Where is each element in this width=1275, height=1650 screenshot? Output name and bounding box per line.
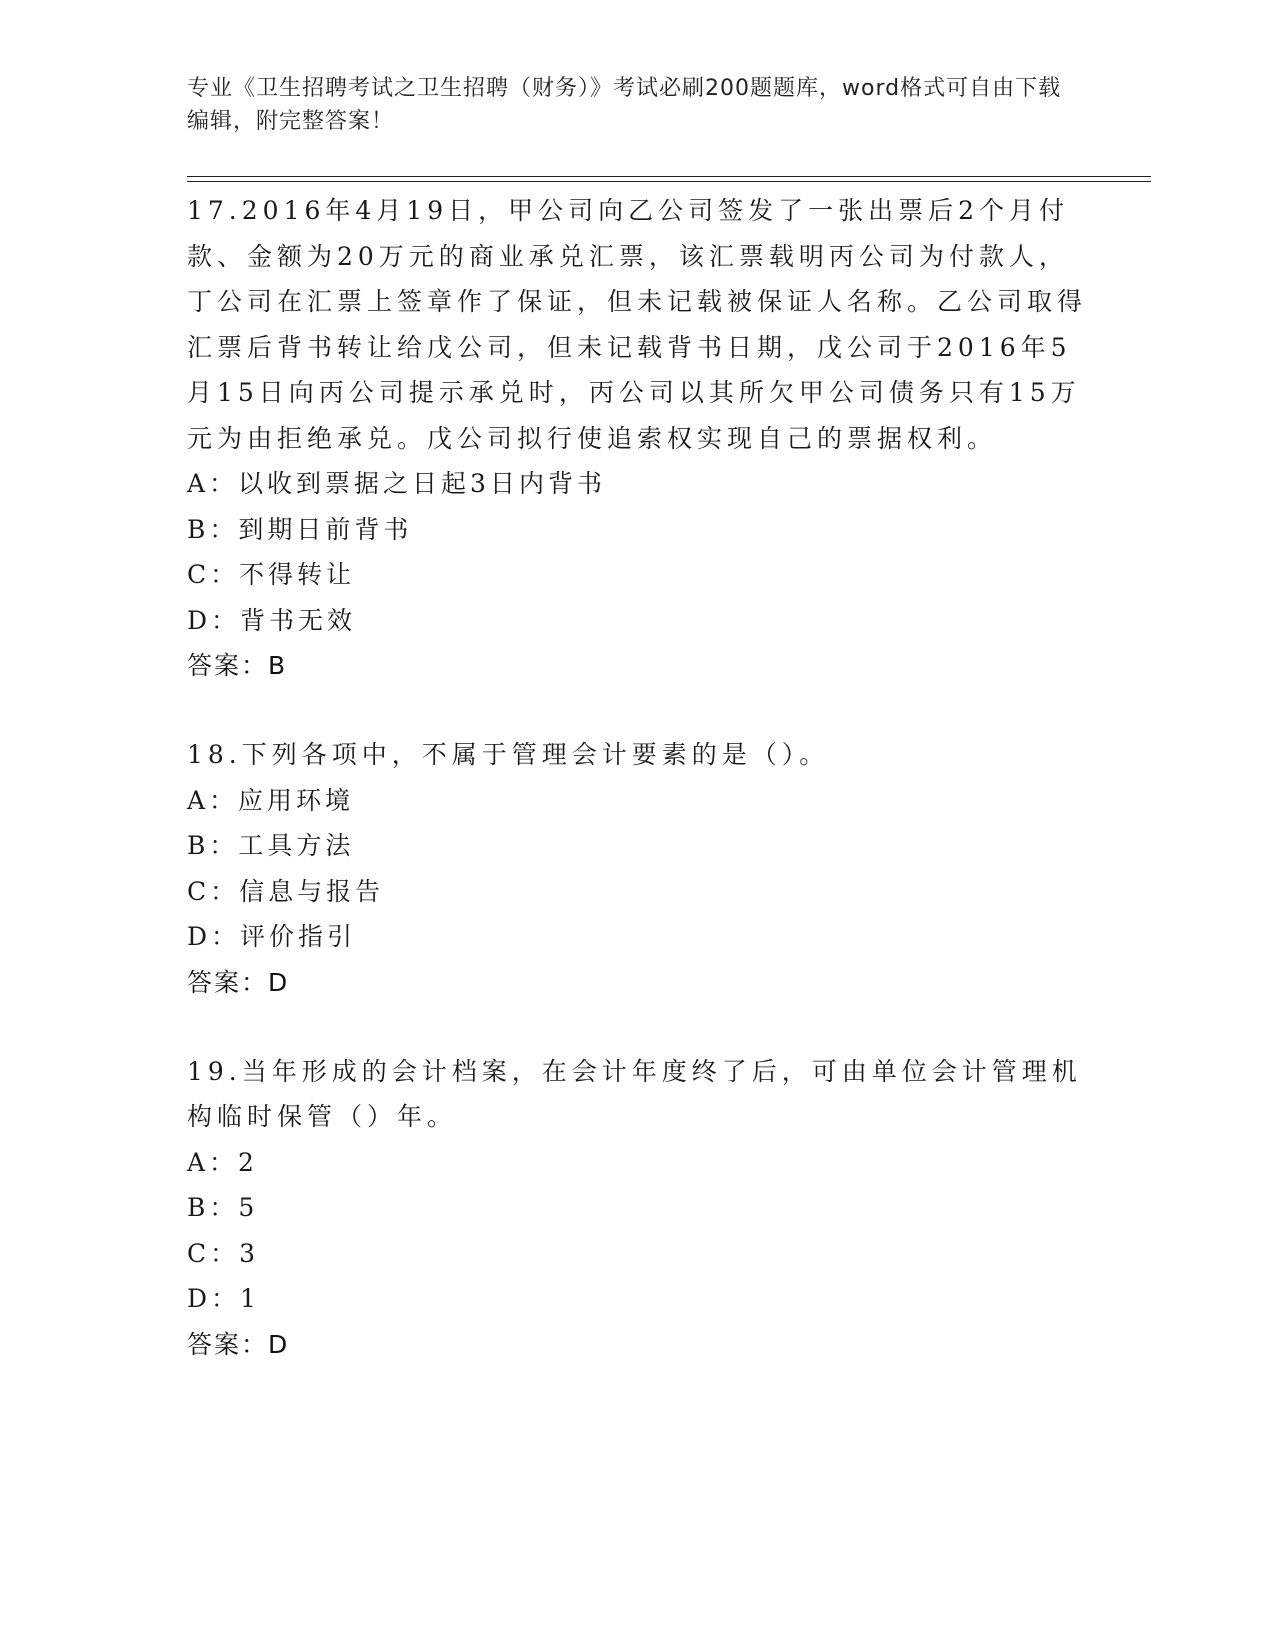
option-b: B：5	[187, 1193, 259, 1222]
question-text: 19.当年形成的会计档案，在会计年度终了后，可由单位会计管理机构临时保管（）年。	[187, 1056, 1082, 1131]
question-19	[187, 1049, 1087, 1367]
option-d: D：背书无效	[187, 605, 357, 635]
option-c: C：信息与报告	[187, 876, 385, 906]
header-divider-bottom	[187, 181, 1151, 182]
option-c: C：3	[187, 1238, 260, 1268]
answer-label: 答案：D	[187, 1329, 290, 1359]
question-17	[187, 188, 1087, 688]
question-text: 17.2016年4月19日，甲公司向乙公司签发了一张出票后2个月付款、金额为20万元的商业承兑汇票，该汇票载明丙公司为付款人，丁公司在汇票上签章作了保证，但未记载被保证人名称。乙公司取得汇票后背书转让给戊公司，但未记载背书日期，戊公司于2016年5月15日向丙公司提示承兑时，丙公司以其所欠甲公司债务只有15万元为由拒绝承兑。戊公司拟行使追索权实现自己的票据权利。	[187, 196, 1088, 453]
answer-label: 答案：B	[187, 651, 288, 680]
document-header: 专业《卫生招聘考试之卫生招聘（财务）》考试必刷200题题库，word格式可自由下载编辑，附完整答案！	[187, 76, 1062, 134]
option-a: A：应用环境	[187, 785, 355, 815]
option-c: C：不得转让	[187, 560, 356, 589]
option-a: A：以收到票据之日起3日内背书	[187, 469, 606, 498]
answer-label: 答案：D	[187, 967, 290, 997]
option-b: B：到期日前背书	[187, 514, 413, 544]
header-divider-top	[187, 176, 1151, 177]
question-list	[187, 188, 1087, 1411]
option-d: D：评价指引	[187, 922, 357, 951]
question-text: 18.下列各项中，不属于管理会计要素的是（）。	[187, 740, 830, 769]
question-18	[187, 732, 1087, 1005]
option-d: D：1	[187, 1284, 260, 1313]
option-b: B：工具方法	[187, 831, 355, 860]
option-a: A：2	[187, 1147, 258, 1177]
